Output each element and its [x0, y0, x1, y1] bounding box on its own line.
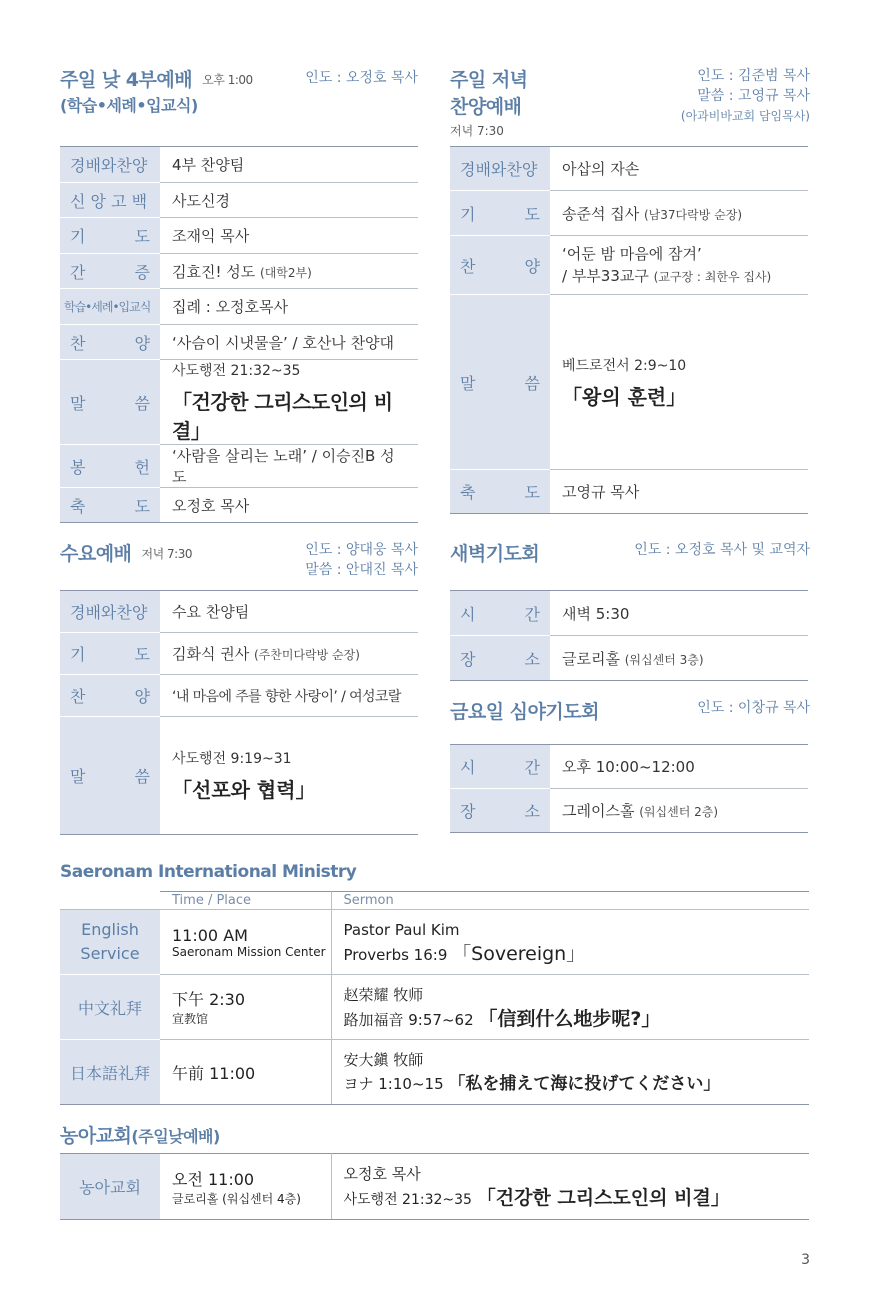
value-text: 김화식 권사	[172, 645, 250, 663]
row-label	[60, 254, 160, 289]
row-label	[60, 488, 160, 523]
label-char: 씀	[134, 767, 150, 786]
deaf-title	[60, 1124, 220, 1149]
row-label	[450, 236, 550, 295]
evening-title-1: 주일 저녁	[450, 69, 528, 91]
wednesday-time: 저녁 7:30	[141, 547, 192, 561]
label-char: 기	[70, 227, 86, 246]
row-value	[550, 789, 808, 833]
friday-title: 금요일 심야기도회	[450, 701, 599, 723]
sunday4-time: 오후 1:00	[202, 73, 253, 87]
row-value: 고영규 목사	[550, 470, 808, 514]
sermon-line	[344, 1186, 810, 1212]
label-char: 봉	[70, 457, 86, 477]
service-time: 오전 11:00	[172, 1169, 255, 1189]
label-char: 장	[460, 802, 476, 821]
label-char: 도	[134, 496, 150, 516]
wednesday-row-sermon	[60, 717, 418, 835]
row-value: ‘사람을 살리는 노래’ / 이승진B 성도	[160, 445, 418, 488]
row-label: 中文礼拜	[60, 975, 160, 1040]
sermon-title: 「건강한 그리스도인의 비결」	[476, 1186, 730, 1209]
row-label	[60, 675, 160, 717]
label-char: 간	[524, 604, 540, 624]
label-char: 기	[70, 645, 86, 664]
label-char: 소	[524, 649, 540, 669]
label-char: 찬	[70, 333, 86, 353]
evening-time: 저녁 7:30	[450, 124, 504, 138]
sermon-cell	[331, 1040, 809, 1105]
deaf-title-note: (주일낮예배)	[131, 1127, 220, 1146]
service-place: 宣教馆	[172, 1012, 209, 1026]
sermon-reference: ヨナ 1:10~15	[343, 1075, 444, 1093]
wednesday-officiant: 인도 : 양대웅 목사	[305, 542, 418, 558]
col-time-place: Time / Place	[160, 892, 331, 910]
row-value	[550, 236, 808, 295]
dawn-officiant: 인도 : 오정호 목사 및 교역자	[634, 542, 810, 558]
row-label	[450, 745, 550, 789]
sermon-line	[344, 1072, 810, 1096]
sunday4-row-praise	[60, 147, 418, 183]
label-char: 장	[460, 649, 476, 669]
sermon-reference: Proverbs 16:9	[343, 945, 448, 964]
row-label	[450, 591, 550, 636]
service-time: 午前 11:00	[172, 1063, 256, 1083]
evening-row-prayer	[450, 191, 808, 236]
row-value	[160, 633, 418, 675]
evening-officiant-block	[681, 66, 810, 126]
row-label	[450, 191, 550, 236]
dawn-row-place	[450, 636, 808, 681]
value-text: 김효진! 성도	[172, 262, 256, 281]
deaf-table	[60, 1153, 809, 1220]
row-label: 경배와찬양	[60, 147, 160, 183]
row-label	[450, 636, 550, 681]
label-char: 증	[134, 262, 150, 282]
value-note: (워십센터 2층)	[639, 805, 719, 819]
row-label	[60, 633, 160, 675]
sunday4-table	[60, 146, 418, 523]
evening-row-choir	[450, 236, 808, 295]
label-char: 양	[524, 256, 540, 276]
intl-row-chinese	[60, 975, 809, 1040]
value-note: (남37다락방 순장)	[644, 207, 742, 222]
row-label	[60, 325, 160, 360]
label-char: 말	[70, 767, 86, 786]
value-text: / 부부33교구	[562, 266, 649, 285]
friday-officiant: 인도 : 이창규 목사	[697, 700, 810, 716]
sermon-reference: 베드로전서 2:9~10	[562, 357, 687, 374]
label-char: 소	[524, 802, 540, 821]
value-line-2	[562, 265, 796, 288]
sermon-cell	[331, 975, 809, 1040]
intl-table	[60, 891, 809, 1105]
row-label	[60, 717, 160, 835]
row-value	[550, 295, 808, 470]
service-time: 下午 2:30	[172, 990, 246, 1009]
intl-header-row	[60, 892, 809, 910]
evening-table	[450, 146, 808, 514]
label-char: 찬	[70, 687, 86, 706]
sunday4-row-baptism	[60, 289, 418, 325]
label-char: 시	[460, 758, 476, 777]
sunday4-subtitle: (학습•세례•입교식)	[60, 96, 198, 115]
evening-preacher-note: (아과비바교회 담임목사)	[680, 109, 810, 123]
row-label	[60, 445, 160, 488]
pastor-name: 安大鎭 牧師	[343, 1051, 424, 1069]
time-place	[160, 1040, 331, 1105]
row-value	[160, 360, 418, 445]
label-char: 도	[134, 645, 150, 664]
friday-row-place	[450, 789, 808, 833]
intl-row-japanese	[60, 1040, 809, 1105]
row-value: ‘사슴이 시냇물을’ / 호산나 찬양대	[160, 325, 418, 360]
wednesday-officiant-block	[305, 540, 418, 580]
row-value	[160, 254, 418, 289]
row-value: 4부 찬양팀	[160, 147, 418, 183]
evening-preacher: 말씀 : 고영규 목사	[697, 88, 810, 104]
dawn-row-time	[450, 591, 808, 636]
pastor-name: 赵荣耀 牧师	[343, 985, 424, 1004]
deaf-row	[60, 1154, 809, 1220]
sermon-title: 「信到什么地步呢?」	[478, 1007, 661, 1030]
dawn-title: 새벽기도회	[450, 543, 540, 565]
value-text: 그레이스홀	[562, 802, 635, 820]
label-char: 양	[134, 333, 150, 353]
header-blank	[60, 892, 160, 910]
label-char: 간	[70, 262, 86, 282]
sunday4-row-testimony	[60, 254, 418, 289]
row-value	[160, 717, 418, 835]
row-value	[550, 191, 808, 236]
row-label: 경배와찬양	[450, 147, 550, 191]
service-place: 글로리홀 (워십센터 4층)	[172, 1191, 301, 1206]
label-char: 씀	[524, 373, 540, 393]
wednesday-row-praise	[60, 591, 418, 633]
label-char: 도	[524, 204, 540, 224]
sermon-cell	[331, 1154, 809, 1220]
time-place	[160, 910, 331, 975]
sermon-title: 「私を捕えて海に投げてください」	[448, 1074, 721, 1094]
evening-row-praise	[450, 147, 808, 191]
intl-title: Saeronam International Ministry	[60, 862, 357, 882]
row-value: 새벽 5:30	[550, 591, 808, 636]
wednesday-preacher: 말씀 : 안대진 목사	[305, 562, 418, 578]
sermon-title: 「Sovereign」	[452, 942, 586, 965]
sermon-cell	[331, 910, 809, 975]
value-note: (교구장 : 최한우 집사)	[653, 269, 772, 284]
row-value: 오정호 목사	[160, 488, 418, 523]
service-place: Saeronam Mission Center	[172, 944, 326, 959]
value-text: 글로리홀	[562, 649, 620, 668]
value-text: ‘어둔 밤 마음에 잠겨’	[562, 244, 702, 263]
deaf-title-text: 농아교회	[60, 1125, 132, 1147]
friday-row-time	[450, 745, 808, 789]
row-label	[450, 470, 550, 514]
evening-row-sermon	[450, 295, 808, 470]
label-char: 양	[134, 687, 150, 706]
sunday4-row-benediction	[60, 488, 418, 523]
row-value: ‘내 마음에 주를 향한 사랑이’ / 여성코랄	[160, 675, 418, 717]
label-char: 찬	[460, 256, 476, 276]
sunday4-row-offering	[60, 445, 418, 488]
wednesday-title	[60, 542, 192, 566]
sermon-reference: 사도행전 21:32~35	[343, 1191, 472, 1208]
wednesday-title-text: 수요예배	[60, 543, 132, 565]
label-char: 도	[134, 227, 150, 246]
row-value	[550, 636, 808, 681]
evening-officiant: 인도 : 김준범 목사	[697, 68, 810, 84]
sermon-line	[344, 1007, 810, 1032]
time-place	[160, 975, 331, 1040]
label-char: 시	[460, 604, 476, 624]
row-label: 학습•세례•입교식	[60, 289, 160, 325]
sunday4-title-text: 주일 낮 4부예배	[60, 69, 193, 91]
row-label	[60, 360, 160, 445]
time-place	[160, 1154, 331, 1220]
row-label	[60, 910, 160, 975]
row-label: 신 앙 고 백	[60, 183, 160, 218]
label-line: Service	[80, 944, 140, 963]
friday-table	[450, 744, 808, 833]
label-char: 말	[70, 393, 86, 413]
wednesday-row-prayer	[60, 633, 418, 675]
sermon-line	[344, 942, 810, 967]
row-label: 日本語礼拜	[60, 1040, 160, 1105]
label-char: 간	[524, 758, 540, 777]
sunday4-row-creed	[60, 183, 418, 218]
row-value: 수요 찬양팀	[160, 591, 418, 633]
sermon-reference: 사도행전 9:19~31	[172, 751, 292, 767]
evening-title-2: 찬양예배	[450, 96, 522, 118]
label-char: 축	[70, 496, 86, 516]
row-value: 오후 10:00~12:00	[550, 745, 808, 789]
label-char: 말	[460, 373, 476, 393]
sunday4-row-sermon	[60, 360, 418, 445]
value-text: 송준석 집사	[562, 204, 640, 223]
label-char: 헌	[134, 457, 150, 477]
row-label	[60, 218, 160, 254]
sunday4-title	[60, 68, 253, 92]
label-char: 기	[460, 204, 476, 224]
row-label: 농아교회	[60, 1154, 160, 1220]
sermon-title: 「왕의 훈련」	[562, 384, 687, 409]
page-number: 3	[801, 1252, 810, 1268]
label-char: 씀	[134, 393, 150, 413]
sermon-reference: 路加福音 9:57~62	[343, 1010, 474, 1029]
pastor-name: 오정호 목사	[343, 1164, 421, 1183]
sermon-title: 「건강한 그리스도인의 비결」	[172, 390, 393, 443]
evening-row-benediction	[450, 470, 808, 514]
row-value: 사도신경	[160, 183, 418, 218]
wednesday-row-choir	[60, 675, 418, 717]
wednesday-table	[60, 590, 418, 835]
value-note: (워십센터 3층)	[624, 652, 704, 667]
row-value: 아삽의 자손	[550, 147, 808, 191]
sermon-title: 「선포와 협력」	[172, 778, 316, 802]
label-char: 축	[460, 483, 476, 502]
row-value: 집례 : 오정호목사	[160, 289, 418, 325]
intl-row-english	[60, 910, 809, 975]
col-sermon: Sermon	[331, 892, 809, 910]
row-label: 경배와찬양	[60, 591, 160, 633]
pastor-name: Pastor Paul Kim	[343, 920, 460, 939]
label-char: 도	[524, 483, 540, 502]
row-label	[450, 295, 550, 470]
value-note: (주찬미다락방 순장)	[254, 648, 360, 662]
sunday4-officiant: 인도 : 오정호 목사	[305, 70, 418, 86]
row-label	[450, 789, 550, 833]
sunday4-row-choir	[60, 325, 418, 360]
row-value: 조재익 목사	[160, 218, 418, 254]
dawn-table	[450, 590, 808, 681]
sunday4-row-prayer	[60, 218, 418, 254]
sermon-reference: 사도행전 21:32~35	[172, 363, 301, 379]
service-time: 11:00 AM	[172, 925, 248, 945]
label-line: English	[81, 920, 139, 939]
value-note: (대학2부)	[260, 265, 312, 280]
